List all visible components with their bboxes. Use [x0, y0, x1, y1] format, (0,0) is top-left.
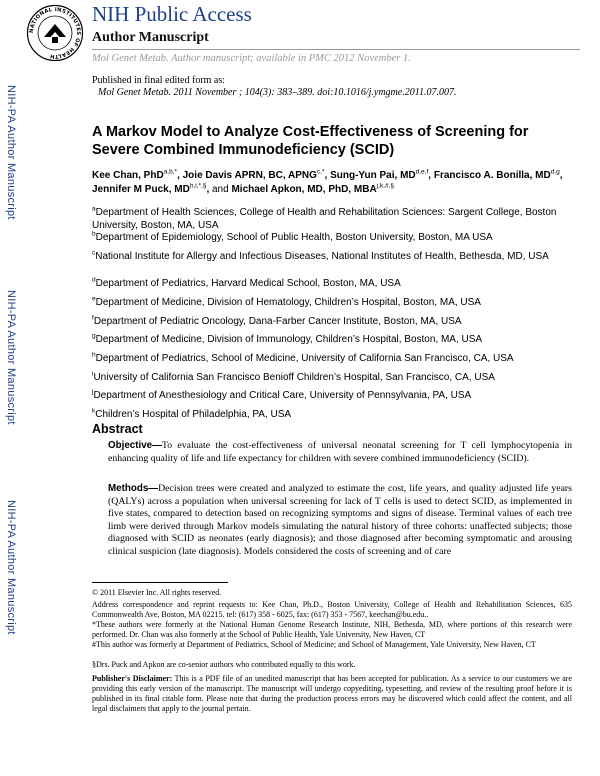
author-footnote-star: *These authors were formerly at the National Human Genome Research Institute, NIH, Bethesda, MD, where portions of this research were performed. Dr. Chan was also formerly at the School of Public Health, Yale University, New Haven, CT — [92, 620, 572, 639]
affiliation: $^a$Department of Health Sciences, College of Health and Rehabilitation Sciences: Sargent College, Boston University, Boston, MA, USA — [92, 205, 557, 231]
published-label: Published in final edited form as: — [92, 75, 226, 86]
published-citation: Mol Genet Metab. 2011 November ; 104(3): 383–389. doi:10.1016/j.ymgme.2011.07.007. — [98, 87, 457, 98]
sidebar-label-3: NIH-PA Author Manuscript — [5, 500, 17, 635]
author-list: Kee Chan, PhD$^{a,b,*}$, Joie Davis APRN, BC, $APNG^{c,*}$, Sung-Yun Pai, MD$^{d,e,f}$, Francisco A. Bonilla, MD$^{d,g}$, Jennifer M Puck, $MD^{h,i,*,\S}$, and Michael Apkon, MD, PhD, $MBA^{j,k,\#,\S}$ — [92, 168, 563, 195]
copyright-note: © 2011 Elsevier Inc. All rights reserved. — [92, 588, 222, 597]
abstract-heading: Abstract — [92, 422, 143, 436]
author-name: Michael Apkon, MD, PhD, MBA — [231, 184, 377, 195]
affiliation: $^c$National Institute for Allergy and Infectious Diseases, National Institutes of Health, Bethesda, MD, USA — [92, 249, 549, 262]
author-name: Sung-Yun Pai, MD — [330, 170, 416, 181]
header-divider — [92, 49, 580, 50]
sidebar-label-1: NIH-PA Author Manuscript — [5, 85, 17, 220]
affiliation: $^d$Department of Pediatrics, Harvard Medical School, Boston, MA, USA — [92, 276, 401, 289]
header-title: NIH Public Access — [92, 2, 252, 26]
correspondence-note: Address correspondence and reprint requests to: Kee Chan, Ph.D., Boston University, College of Health and Rehabilitation Sciences, 635 Commonwealth Ave, Boston, MA 02215. tel: (617) 358 - 6025, fax: (617) 353 - 7567, keechan@bu.edu.. — [92, 600, 572, 619]
affiliation: $^b$Department of Epidemiology, School of Public Health, Boston University, Boston, MA USA — [92, 230, 493, 243]
logo-text: NATIONAL INSTITUTES OF HEALTH — [28, 6, 82, 60]
abstract-objective: Objective—To evaluate the cost-effectiveness of universal neonatal screening for T cell lymphocytopenia in enhancing quality of life and life expectancy for children with severe combined immunodeficiency (SCID). — [108, 440, 572, 464]
abstract-methods: Methods—Decision trees were created and analyzed to estimate the cost, life years, and quality adjusted life years (QALYs) across a population when universal screening for lack of T cells is used to detect SCID, as implemented in five states, compared to detection based on recognizing symptoms and signs of disease. Terminal values of each tree limb were derived through Markov models simulating the natural history of three cohorts: unaffected subjects; those diagnosed with SCID as neonates (early diagnosis); and those diagnosed after becoming symptomatic and arousing clinical suspicion (late diagnosis). Models considered the costs of screening and of care — [108, 483, 572, 557]
nih-logo — [26, 4, 84, 62]
publisher-disclaimer: Publisher's Disclaimer: This is a PDF file of an unedited manuscript that has been accepted for publication. As a service to our customers we are providing this early version of the manuscript. The manuscript will undergo copyediting, typesetting, and review of the resulting proof before it is published in its final citable form. Please note that during the production process errors may be discovered which could affect the content, and all legal disclaimers that apply to the journal pertain. — [92, 674, 572, 713]
affiliation: $^h$Department of Pediatrics, School of Medicine, University of California San Francisco, CA, USA — [92, 351, 514, 364]
author-name: Joie Davis APRN, BC, APNG — [182, 170, 317, 181]
affiliation: $^f$Department of Pediatric Oncology, Dana-Farber Cancer Institute, Boston, MA, USA — [92, 314, 462, 327]
author-name: Kee Chan, PhD — [92, 170, 164, 181]
author-name: Francisco A. Bonilla, MD — [433, 170, 551, 181]
affiliation: $^e$Department of Medicine, Division of Hematology, Children’s Hospital, Boston, MA, USA — [92, 295, 481, 308]
author-footnote-hash: #This author was formerly at Department of Pediatrics, School of Medicine; and School of Management, Yale University, New Haven, CT — [92, 640, 536, 649]
footnote-divider — [92, 582, 228, 583]
affiliation: $^j$Department of Anesthesiology and Critical Care, University of Pennsylvania, PA, USA — [92, 388, 472, 401]
sidebar-label-2: NIH-PA Author Manuscript — [5, 290, 17, 425]
affiliation: $^g$Department of Medicine, Division of Immunology, Children’s Hospital, Boston, MA, USA — [92, 332, 483, 345]
header-subtitle: Author Manuscript — [92, 30, 209, 45]
affiliation: $^i$University of California San Francisco Benioff Children’s Hospital, San Francisco, CA, USA — [92, 370, 495, 383]
author-footnote-section: §Drs. Puck and Apkon are co-senior authors who contributed equally to this work. — [92, 660, 356, 669]
availability-note: Mol Genet Metab. Author manuscript; available in PMC 2012 November 1. — [92, 53, 411, 64]
article-title: A Markov Model to Analyze Cost-Effectiveness of Screening for Severe Combined Immunodeficiency (SCID) — [92, 124, 529, 158]
author-name: Jennifer M Puck, MD — [92, 184, 190, 195]
affiliation: $^k$Children’s Hospital of Philadelphia, PA, USA — [92, 407, 292, 420]
